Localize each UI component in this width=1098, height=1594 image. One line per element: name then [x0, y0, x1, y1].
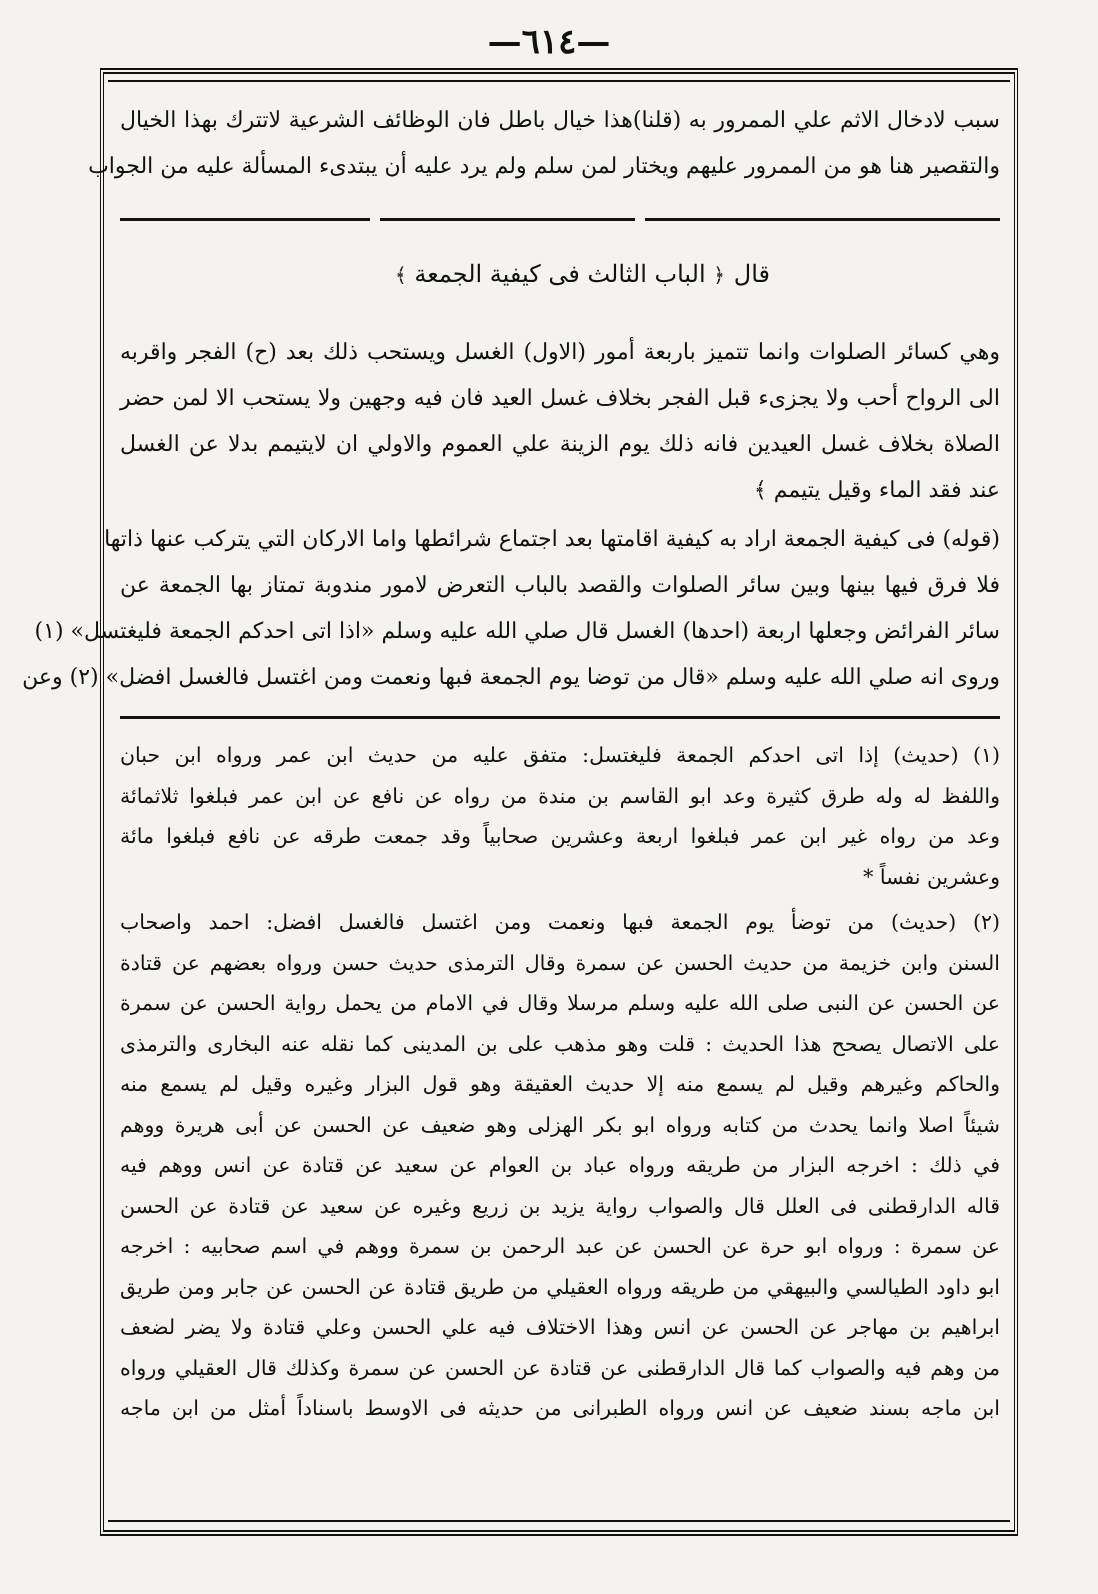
footnote-2 [120, 902, 1000, 1429]
top-paragraph [88, 98, 1000, 190]
text-line: (١) (حديث) إذا اتى احدكم الجمعة فليغتسل: متفق عليه من حديث ابن عمر ورواه ابن حبان [120, 743, 1000, 767]
text-line: والحاكم وغيرهم وقيل لم يسمع منه إلا حديث العقيقة وهو قول البزار وغيره وقيل لم يسمع منه [120, 1072, 1000, 1096]
sharh-paragraph [22, 517, 1000, 701]
text-line: وعشرين نفساً * [863, 864, 1000, 889]
text-line: عند فقد الماء وقيل يتيمم ﴾ [753, 478, 1000, 503]
text-line: والتقصير هنا هو من الممرور عليهم ويختار لمن سلم ولم يرد عليه أن يبتدىء المسألة عليه من الجواب [88, 154, 1000, 179]
text-line: وروى انه صلي الله عليه وسلم «قال من توضا يوم الجمعة فبها ونعمت ومن اغتسل فالغسل افضل» (٢) وعن [22, 665, 1000, 690]
separator-segment [120, 218, 370, 221]
text-line: من وهم فيه والصواب كما قال الدارقطنى عن قتادة عن الحسن عن سمرة وكذلك قال العقيلي ورواه [120, 1355, 1000, 1380]
matn-paragraph [120, 330, 1000, 514]
text-line: ابو داود الطيالسي والبيهقي من طريقه ورواه العقيلي من طريق قتادة عن الحسن عن جابر ومن طريق [120, 1274, 1000, 1299]
text-line: ابن ماجه بسند ضعيف عن انس ورواه الطبرانى من حديثه فى الاوسط باسناداً أمثل من ابن ماجه [120, 1396, 1000, 1420]
ornament-icon: ﴿ [713, 263, 725, 287]
text-line: قاله الدارقطنى فى العلل قال والصواب رواية يزيد بن زريع وغيره عن سعيد عن قتادة عن الحسن [120, 1193, 1000, 1218]
text-line: واللفظ له وله طرق كثيرة وعد ابو القاسم بن مندة من رواه عن نافع عن ابن عمر فبلغوا ثلاثمائة [120, 783, 1000, 808]
chapter-qala: قال [733, 260, 770, 288]
ornament-icon: ﴾ [395, 263, 407, 287]
separator-segment [645, 218, 1000, 221]
footnote-separator [120, 716, 1000, 719]
chapter-title: الباب الثالث فى كيفية الجمعة [414, 260, 706, 288]
frame-top-rule [108, 80, 1010, 82]
text-line: في ذلك : اخرجه البزار من طريقه ورواه عباد بن العوام عن سعيد عن قتادة عن انس ووهم فيه [120, 1153, 1000, 1177]
page-number: —٦١٤— [487, 22, 611, 62]
text-line: عن سمرة : ورواه ابو حرة عن الحسن عن عبد الرحمن بن سمرة ووهم في اسم صحابيه : اخرجه [120, 1234, 1000, 1258]
text-line: ابراهيم بن مهاجر عن الحسن عن انس وهذا الاختلاف فيه علي الحسن وعلي قتادة ولا يضر لضعف [120, 1315, 1000, 1339]
separator-segment [380, 218, 635, 221]
text-line: فلا فرق فيها بينها وبين سائر الصلوات والقصد بالباب التعرض لامور مندوبة تمتاز بها الجمعة عن [120, 573, 1000, 598]
footnote-1 [120, 735, 1000, 897]
chapter-heading [120, 254, 1000, 295]
text-line: وهي كسائر الصلوات وانما تتميز باربعة أمور (الاول) الغسل ويستحب ذلك بعد (ح) الفجر واقربه [120, 340, 1000, 365]
text-line: سبب لادخال الاثم علي الممرور به (قلنا)هذا خيال باطل فان الوظائف الشرعية لاتترك بهذا الخيال [120, 108, 1000, 133]
text-line: السنن وابن خزيمة من حديث الحسن عن سمرة وقال الترمذى حديث حسن ورواه بعضهم عن قتادة [120, 950, 1000, 975]
text-line: وعد من رواه غير ابن عمر فبلغوا اربعة وعشرين صحابياً وقد جمعت طرقه عن نافع فبلغوا مائة [120, 824, 1000, 848]
text-line: على الاتصال يصحح هذا الحديث : قلت وهو مذهب على بن المدينى كما نقله عنه البخارى والترمذى [120, 1031, 1000, 1056]
frame-bottom-rule [108, 1520, 1010, 1522]
text-line: (٢) (حديث) من توضأ يوم الجمعة فبها ونعمت ومن اغتسل فالغسل افضل: احمد واصحاب [120, 910, 1000, 934]
text-line: عن الحسن عن النبى صلى الله عليه وسلم مرسلا وقال في الامام من يحمل رواية الحسن عن سمرة [120, 991, 1000, 1015]
text-line: (قوله) فى كيفية الجمعة اراد به كيفية اقامتها بعد اجتماع شرائطها واما الاركان التي يتركب عنها ذاتها [104, 527, 1000, 552]
text-line: الى الرواح أحب ولا يجزىء قبل الفجر بخلاف غسل العيد فان فيه وجهين ولا يستحب الا لمن حضر [120, 386, 1000, 411]
text-line: الصلاة بخلاف غسل العيدين فانه ذلك يوم الزينة علي العموم والاولي ان لايتيمم بدلا عن الغسل [120, 432, 1000, 457]
text-line: شيئاً اصلا وانما يحدث من كتابه ورواه ابو بكر الهزلى وهو ضعيف عن الحسن عن أبى هريرة ووهم [120, 1112, 1000, 1137]
text-line: سائر الفرائض وجعلها اربعة (احدها) الغسل قال صلي الله عليه وسلم «اذا اتى احدكم الجمعة فليغتسل» (١) [34, 619, 1000, 644]
